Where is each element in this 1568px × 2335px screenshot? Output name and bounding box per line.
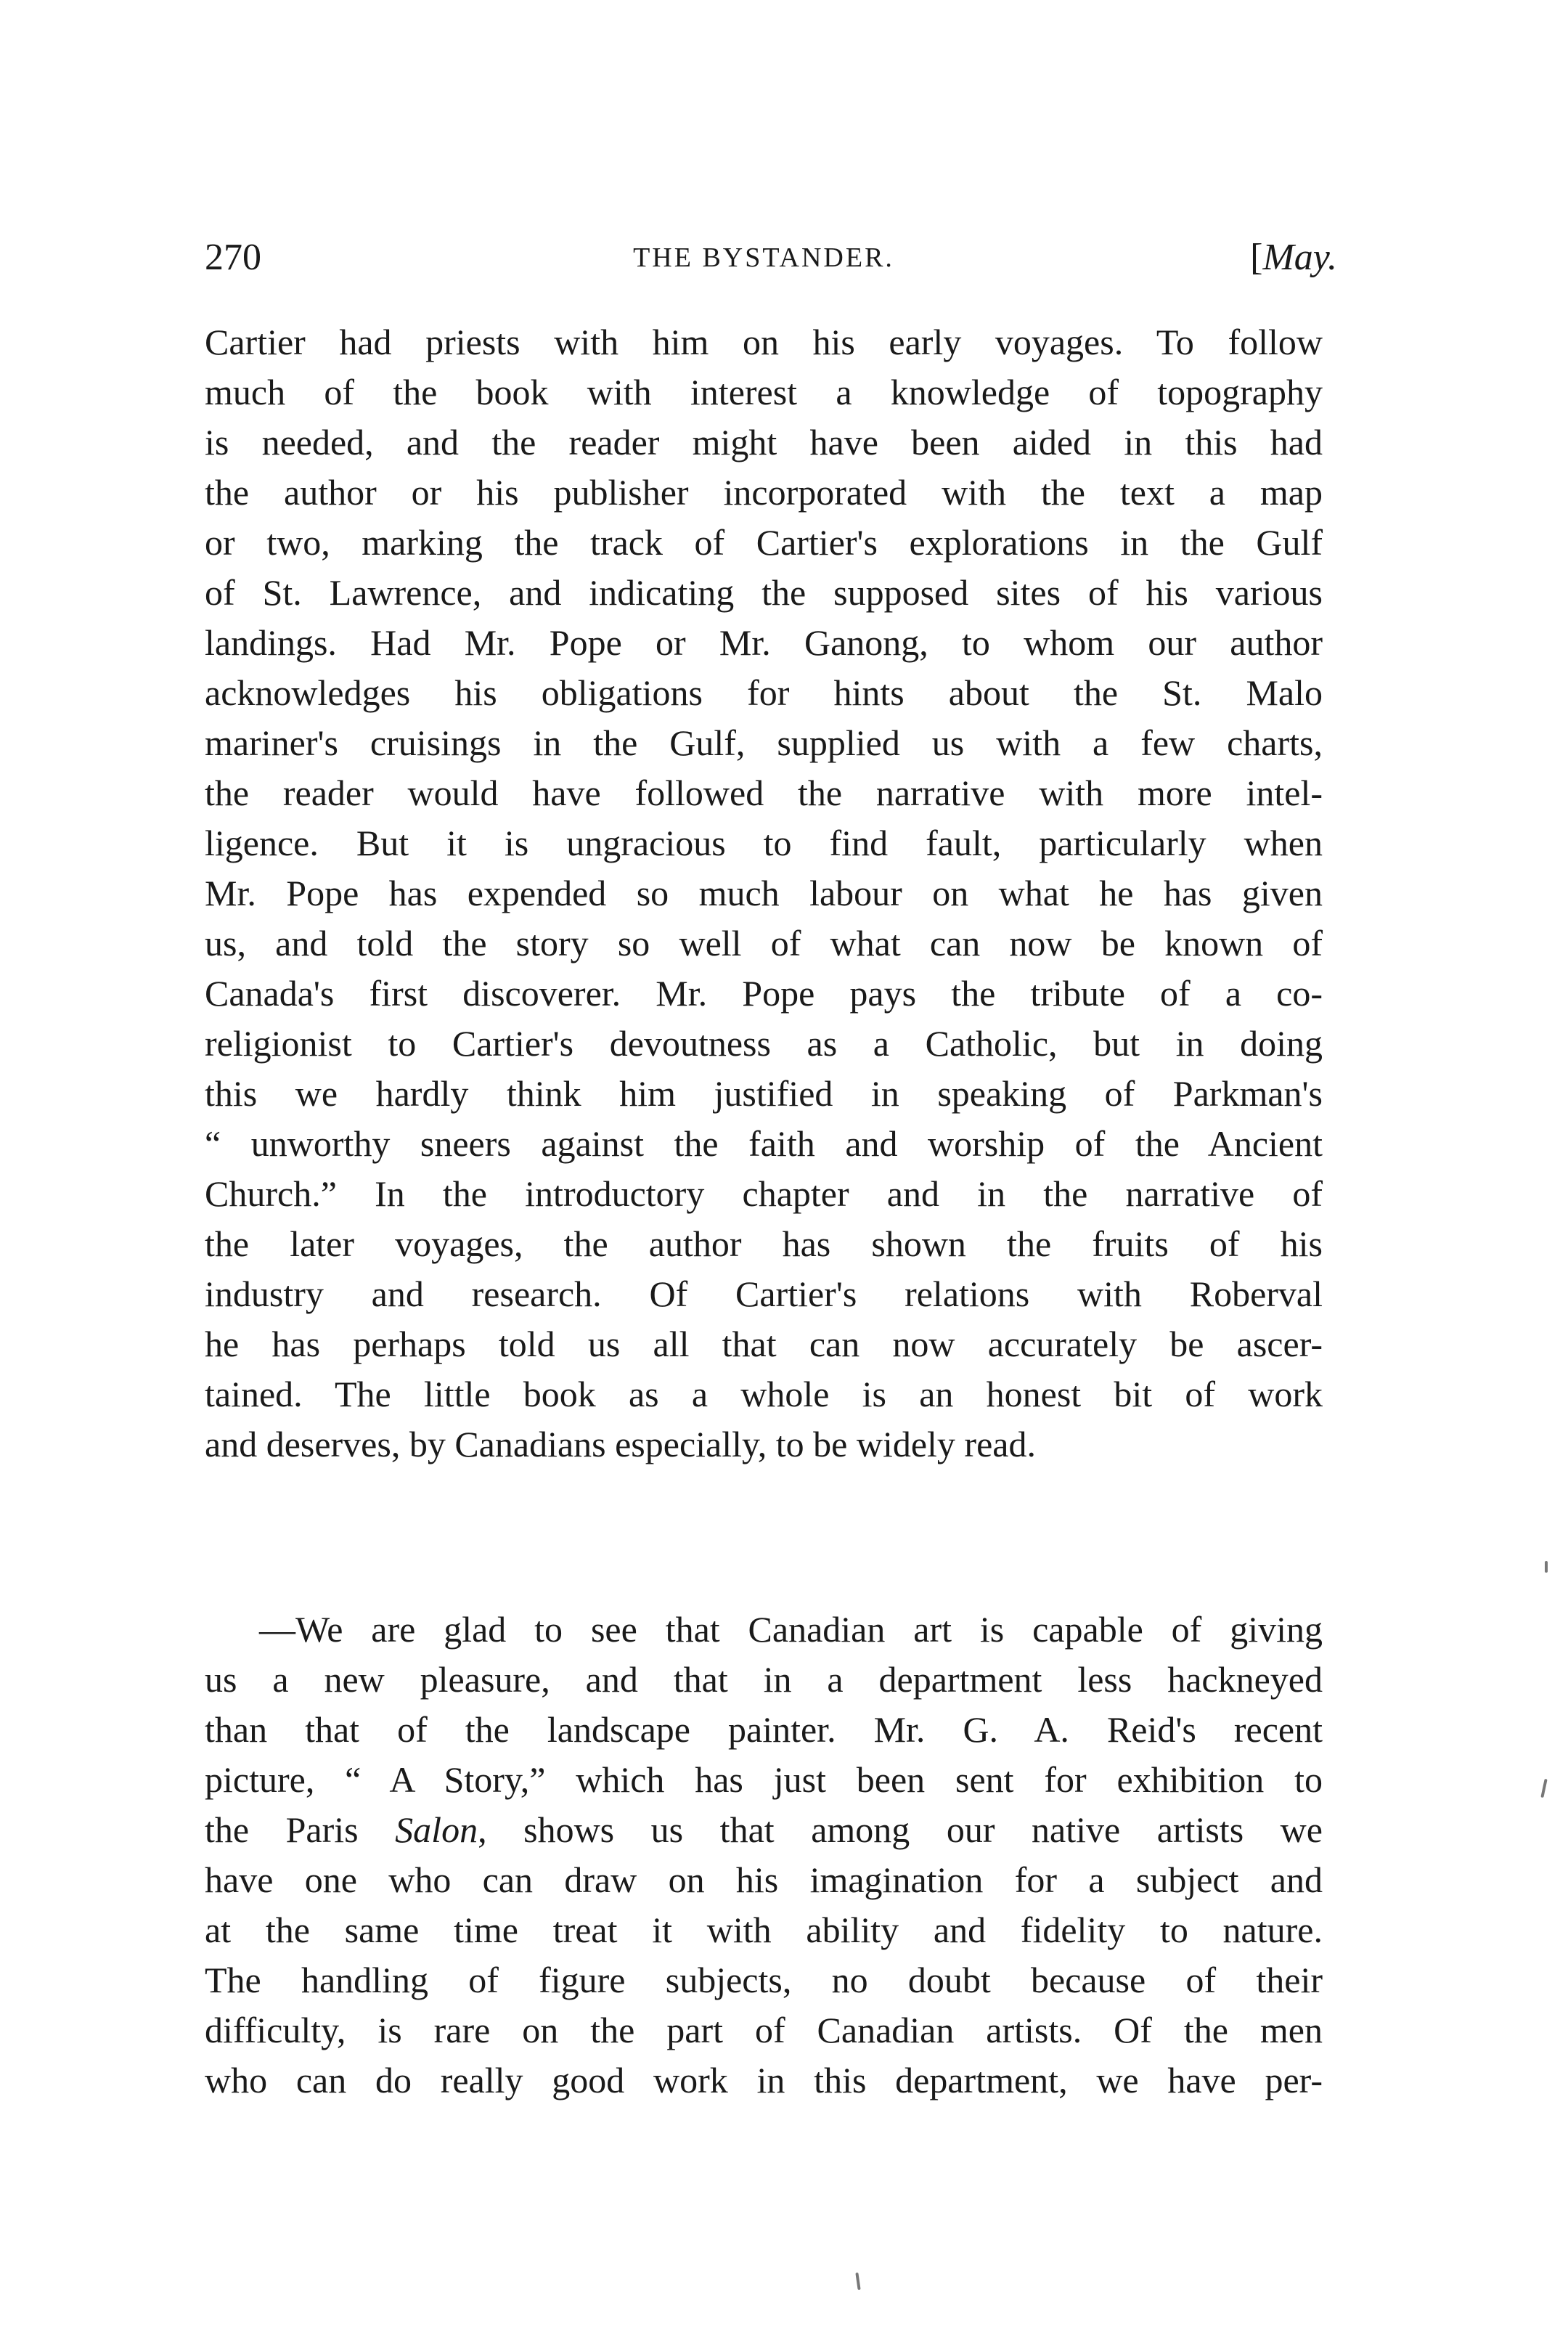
text-line: who can do really good work in this department, we have per- (205, 2060, 1323, 2100)
running-title: THE BYSTANDER. (633, 243, 894, 273)
scan-speck (855, 2273, 860, 2290)
text-line: this we hardly think him justified in speaking of Parkman's (205, 1073, 1323, 1114)
month-bracket: [ (1250, 237, 1263, 278)
text-fragment: , shows us that among our native artists we (478, 1809, 1323, 1850)
text-line: Church.” In the introductory chapter and in the narrative of (205, 1173, 1323, 1214)
text-line: mariner's cruisings in the Gulf, supplied us with a few charts, (205, 722, 1323, 763)
month-label: May. (1262, 237, 1337, 278)
text-line: of St. Lawrence, and indicating the supposed sites of his various (205, 572, 1323, 613)
text-line: religionist to Cartier's devoutness as a Catholic, but in doing (205, 1023, 1323, 1064)
text-line: he has perhaps told us all that can now accurately be ascer- (205, 1324, 1323, 1364)
text-line: Cartier had priests with him on his early voyages. To follow (205, 322, 1323, 362)
scan-speck (1540, 1779, 1547, 1798)
text-line: and deserves, by Canadians especially, to be widely read. (205, 1424, 1036, 1464)
text-line: is needed, and the reader might have been aided in this had (205, 422, 1323, 462)
text-line: than that of the landscape painter. Mr. G. A. Reid's recent (205, 1709, 1323, 1750)
text-line: picture, “ A Story,” which has just been sent for exhibition to (205, 1759, 1323, 1800)
text-line: —We are glad to see that Canadian art is capable of giving (259, 1609, 1323, 1650)
text-line: have one who can draw on his imagination for a subject and (205, 1859, 1323, 1900)
running-month (1250, 236, 1337, 279)
text-line: Mr. Pope has expended so much labour on what he has given (205, 873, 1323, 913)
text-line: the author or his publisher incorporated with the text a map (205, 472, 1323, 513)
text-line: at the same time treat it with ability and fidelity to nature. (205, 1910, 1323, 1950)
text-line: ligence. But it is ungracious to find fault, particularly when (205, 823, 1323, 863)
italic-salon: Salon (395, 1809, 478, 1850)
text-line: landings. Had Mr. Pope or Mr. Ganong, to whom our author (205, 622, 1323, 663)
text-line: The handling of figure subjects, no doubt because of their (205, 1960, 1323, 2000)
text-line: “ unworthy sneers against the faith and worship of the Ancient (205, 1123, 1323, 1164)
text-line: difficulty, is rare on the part of Canadian artists. Of the men (205, 2010, 1323, 2050)
text-line: acknowledges his obligations for hints about the St. Malo (205, 672, 1323, 713)
page-number: 270 (205, 237, 261, 278)
text-line (205, 1805, 1323, 1855)
text-fragment: the Paris (205, 1809, 396, 1850)
text-line: much of the book with interest a knowledge of topography (205, 372, 1323, 412)
text-line: industry and research. Of Cartier's relations with Roberval (205, 1274, 1323, 1314)
text-line: or two, marking the track of Cartier's explorations in the Gulf (205, 522, 1323, 563)
text-line: the reader would have followed the narrative with more intel- (205, 773, 1323, 813)
running-header (205, 236, 1337, 301)
text-line: the later voyages, the author has shown the fruits of his (205, 1223, 1323, 1264)
text-line: us a new pleasure, and that in a department less hackneyed (205, 1659, 1323, 1700)
text-line: tained. The little book as a whole is an honest bit of work (205, 1374, 1323, 1414)
book-review-paragraph (205, 317, 1323, 1470)
text-line: us, and told the story so well of what can now be known of (205, 923, 1323, 963)
art-note-paragraph (205, 1605, 1323, 2106)
text-line: Canada's first discoverer. Mr. Pope pays the tribute of a co- (205, 973, 1323, 1014)
scan-speck (1545, 1561, 1548, 1573)
